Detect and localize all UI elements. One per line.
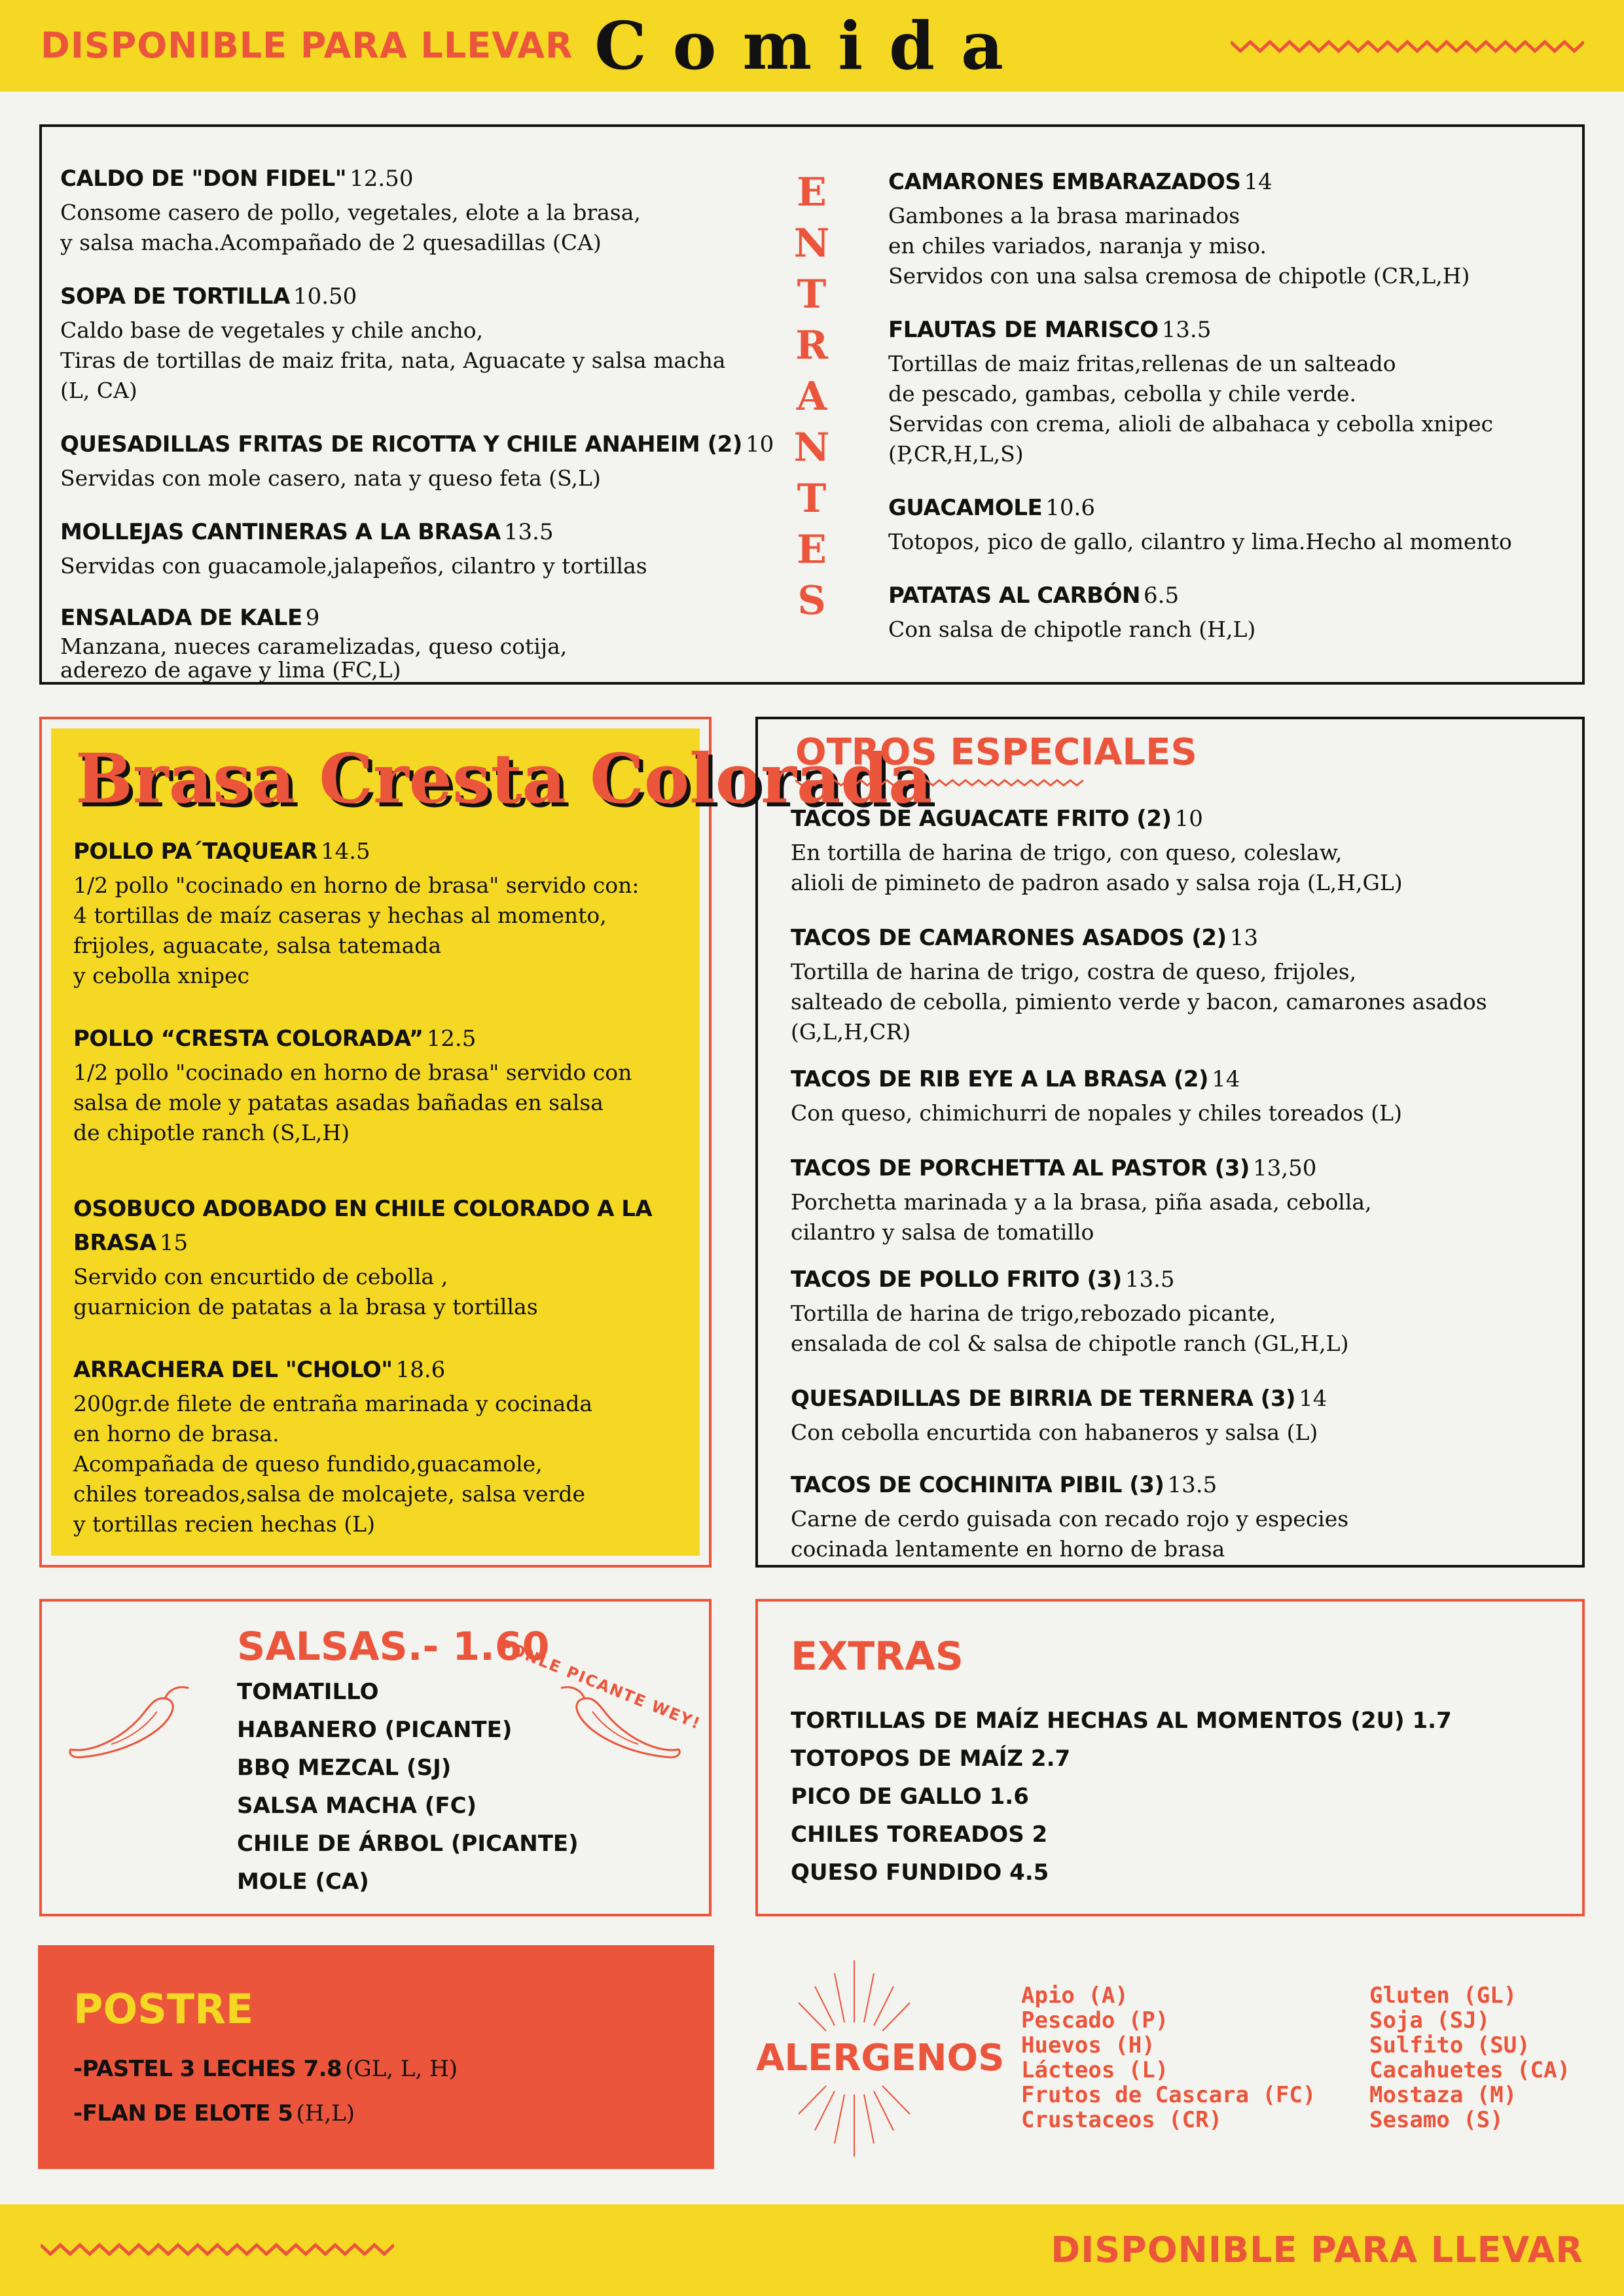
item-price: 13,50 [1253, 1155, 1317, 1181]
chili-pepper-icon [65, 1672, 196, 1764]
item-name: TACOS DE COCHINITA PIBIL (3) [791, 1472, 1164, 1498]
item-description: Con queso, chimichurri de nopales y chiles toreados (L) [791, 1100, 1402, 1126]
label-letter: N [793, 221, 830, 266]
item-name: -PASTEL 3 LECHES 7.8 [73, 2056, 342, 2082]
item-allergens: (GL, L, H) [345, 2056, 458, 2082]
menu-item [888, 315, 1569, 469]
item-description: 200gr.de filete de entraña marinada y cocinada en horno de brasa. Acompañada de queso fundido,guacamole, chiles toreados,salsa de molcajete, salsa verde y tortillas recien hechas (L) [73, 1391, 593, 1537]
extras-list [791, 1702, 1563, 1892]
menu-item [73, 1194, 689, 1322]
item-name: ARRACHERA DEL "CHOLO" [73, 1357, 393, 1383]
label-letter: E [797, 170, 827, 215]
item-price: 10 [1174, 806, 1203, 832]
allergen-item: Lácteos (L) [1021, 2057, 1169, 2083]
menu-item [73, 1355, 689, 1539]
item-description: Con salsa de chipotle ranch (H,L) [888, 617, 1256, 642]
allergen-item: Gluten (GL) [1369, 1982, 1517, 2009]
item-description: En tortilla de harina de trigo, con queso, coleslaw, alioli de pimineto de padron asado y salsa roja (L,H,GL) [791, 840, 1403, 895]
item-price: 13 [1229, 925, 1258, 951]
menu-item [888, 167, 1569, 291]
menu-item [888, 581, 1569, 645]
item-price: 13.5 [1167, 1472, 1218, 1498]
item-name: CALDO DE "DON FIDEL" [60, 166, 347, 192]
item-description: Con cebolla encurtida con habaneros y salsa (L) [791, 1420, 1318, 1445]
item-description: Manzana, nueces caramelizadas, queso cotija, aderezo de agave y lima (FC,L) [60, 634, 568, 683]
allergen-list-column-2 [1369, 1983, 1612, 2132]
alergenos-title: ALERGENOS [756, 2036, 952, 2081]
item-price: 10.6 [1045, 495, 1095, 521]
item-price: 14 [1299, 1386, 1327, 1412]
extras-title: EXTRAS [791, 1634, 964, 1679]
label-letter: A [796, 374, 827, 420]
item-description: Carne de cerdo guisada con recado rojo y especies cocinada lentamente en horno de brasa [791, 1506, 1349, 1562]
item-name: TACOS DE AGUACATE FRITO (2) [791, 806, 1172, 832]
entrantes-left-column [60, 164, 800, 682]
list-item: QUESO FUNDIDO 4.5 [791, 1859, 1049, 1886]
brasa-items [73, 836, 689, 1539]
allergen-item: Mostaza (M) [1369, 2082, 1517, 2108]
item-name: QUESADILLAS DE BIRRIA DE TERNERA (3) [791, 1386, 1296, 1412]
item-price: 13.5 [1125, 1266, 1175, 1293]
allergen-item: Frutos de Cascara (FC) [1021, 2082, 1316, 2108]
allergen-item: Crustaceos (CR) [1021, 2107, 1223, 2133]
wavy-underline [795, 778, 1083, 788]
label-letter: S [797, 578, 826, 624]
menu-item [60, 605, 800, 682]
item-name: TACOS DE POLLO FRITO (3) [791, 1266, 1122, 1293]
item-price: 10.50 [293, 283, 357, 310]
item-price: 13.5 [1161, 317, 1212, 343]
item-name: FLAUTAS DE MARISCO [888, 317, 1159, 343]
brasa-title: Brasa Cresta Colorada [75, 738, 933, 819]
list-item: HABANERO (PICANTE) [237, 1717, 513, 1743]
allergen-item: Pescado (P) [1021, 2007, 1169, 2034]
footer-takeaway-label: DISPONIBLE PARA LLEVAR [1051, 2229, 1583, 2270]
list-item: SALSA MACHA (FC) [237, 1793, 477, 1819]
item-name: MOLLEJAS CANTINERAS A LA BRASA [60, 519, 501, 545]
item-description: Gambones a la brasa marinados en chiles variados, naranja y miso. Servidos con una salsa cremosa de chipotle (CR,L,H) [888, 203, 1470, 289]
item-name: POLLO “CRESTA COLORADA” [73, 1026, 424, 1052]
item-description: Tortillas de maiz fritas,rellenas de un salteado de pescado, gambas, cebolla y chile verde. Servidas con crema, alioli de albahaca y cebolla xnipec (P,CR,H,L,S) [888, 351, 1494, 467]
menu-item [60, 517, 800, 581]
menu-item [791, 1470, 1570, 1564]
item-name: QUESADILLAS FRITAS DE RICOTTA Y CHILE ANAHEIM (2) [60, 431, 742, 457]
item-name: GUACAMOLE [888, 495, 1043, 521]
item-allergens: (H,L) [296, 2100, 355, 2126]
item-description: Tortilla de harina de trigo,rebozado picante, ensalada de col & salsa de chipotle ranch (GL,H,L) [791, 1300, 1349, 1356]
item-price: 14 [1212, 1066, 1240, 1092]
list-item: BBQ MEZCAL (SJ) [237, 1755, 452, 1781]
allergen-list-column-1 [1021, 1983, 1362, 2132]
header-takeaway-label: DISPONIBLE PARA LLEVAR [41, 25, 573, 66]
menu-item [791, 1153, 1570, 1247]
item-name: TACOS DE PORCHETTA AL PASTOR (3) [791, 1155, 1250, 1181]
item-price: 14 [1244, 169, 1272, 195]
postre-title: POSTRE [73, 1985, 254, 2033]
item-description: Consome casero de pollo, vegetales, elote a la brasa, y salsa macha.Acompañado de 2 quesadillas (CA) [60, 200, 641, 255]
item-price: 13.5 [503, 519, 554, 545]
allergen-item: Cacahuetes (CA) [1369, 2057, 1571, 2083]
item-price: 10 [745, 431, 774, 457]
allergen-item: Sesamo (S) [1369, 2107, 1504, 2133]
menu-item [60, 164, 800, 258]
item-description: Totopos, pico de gallo, cilantro y lima.Hecho al momento [888, 529, 1512, 554]
item-price: 18.6 [395, 1357, 446, 1383]
item-description: Caldo base de vegetales y chile ancho, Tiras de tortillas de maiz frita, nata, Aguacate y salsa macha (L, CA) [60, 317, 726, 403]
list-item: PICO DE GALLO 1.6 [791, 1784, 1029, 1810]
otros-especiales-title: OTROS ESPECIALES [795, 731, 1197, 774]
page-title: Comida [594, 7, 1030, 84]
menu-item [791, 923, 1570, 1047]
item-name: CAMARONES EMBARAZADOS [888, 169, 1241, 195]
item-description: Servido con encurtido de cebolla , guarnicion de patatas a la brasa y tortillas [73, 1264, 538, 1319]
chili-pepper-icon [553, 1672, 684, 1764]
menu-item [791, 1265, 1570, 1359]
menu-item [791, 804, 1570, 898]
label-letter: T [797, 272, 827, 317]
item-name: TACOS DE RIB EYE A LA BRASA (2) [791, 1066, 1209, 1092]
item-name: POLLO PA´TAQUEAR [73, 838, 317, 865]
item-name: TACOS DE CAMARONES ASADOS (2) [791, 925, 1227, 951]
item-description: Servidas con mole casero, nata y queso feta (S,L) [60, 465, 601, 491]
allergen-item: Huevos (H) [1021, 2032, 1155, 2058]
list-item: TOTOPOS DE MAÍZ 2.7 [791, 1746, 1071, 1772]
item-price: 9 [305, 605, 320, 631]
allergen-item: Soja (SJ) [1369, 2007, 1490, 2034]
salsas-note: PONLE PICANTE WEY! [497, 1635, 704, 1734]
list-item: TORTILLAS DE MAÍZ HECHAS AL MOMENTOS (2U) 1.7 [791, 1708, 1452, 1734]
entrantes-right-column [888, 167, 1569, 645]
allergen-item: Apio (A) [1021, 1982, 1128, 2009]
list-item [73, 2049, 689, 2093]
item-price: 12.5 [426, 1026, 477, 1052]
item-price: 15 [159, 1230, 189, 1256]
item-name: OSOBUCO ADOBADO EN CHILE COLORADO A LA BRASA [73, 1196, 653, 1256]
menu-item [73, 836, 689, 991]
zigzag-ornament-bottom [41, 2240, 394, 2259]
item-price: 12.50 [350, 166, 414, 192]
list-item: MOLE (CA) [237, 1869, 369, 1895]
salsas-title: SALSAS.- 1.60 [237, 1624, 550, 1670]
item-description: Servidas con guacamole,jalapeños, cilantro y tortillas [60, 553, 647, 579]
allergen-item: Sulfito (SU) [1369, 2032, 1530, 2058]
menu-item [791, 1064, 1570, 1128]
item-price: 14.5 [320, 838, 370, 865]
menu-item [60, 429, 800, 493]
label-letter: E [797, 527, 827, 573]
zigzag-ornament-top [1231, 37, 1584, 56]
item-name: SOPA DE TORTILLA [60, 283, 290, 310]
item-name: ENSALADA DE KALE [60, 605, 302, 631]
postre-list [73, 2049, 689, 2138]
list-item: CHILE DE ÁRBOL (PICANTE) [237, 1831, 579, 1857]
list-item [73, 2093, 689, 2138]
otros-especiales-items [791, 804, 1570, 1564]
item-description: Tortilla de harina de trigo, costra de queso, frijoles, salteado de cebolla, pimiento verde y bacon, camarones asados (G,L,H,CR) [791, 959, 1487, 1045]
list-item: TOMATILLO [237, 1679, 379, 1705]
label-letter: N [793, 425, 830, 471]
menu-item [888, 493, 1569, 557]
menu-item [73, 1024, 689, 1148]
list-item: CHILES TOREADOS 2 [791, 1821, 1048, 1848]
item-price: 6.5 [1144, 583, 1180, 609]
item-description: Porchetta marinada y a la brasa, piña asada, cebolla, cilantro y salsa de tomatillo [791, 1189, 1372, 1245]
item-description: 1/2 pollo "cocinado en horno de brasa" servido con: 4 tortillas de maíz caseras y hechas al momento, frijoles, aguacate, salsa tatemada y cebolla xnipec [73, 872, 640, 988]
label-letter: R [795, 323, 828, 368]
item-name: PATATAS AL CARBÓN [888, 583, 1140, 609]
entrantes-vertical-label [785, 167, 838, 626]
item-name: -FLAN DE ELOTE 5 [73, 2100, 293, 2126]
item-description: 1/2 pollo "cocinado en horno de brasa" servido con salsa de mole y patatas asadas bañadas en salsa de chipotle ranch (S,L,H) [73, 1060, 632, 1145]
label-letter: T [797, 476, 827, 522]
menu-item [60, 281, 800, 406]
menu-item [791, 1384, 1570, 1448]
